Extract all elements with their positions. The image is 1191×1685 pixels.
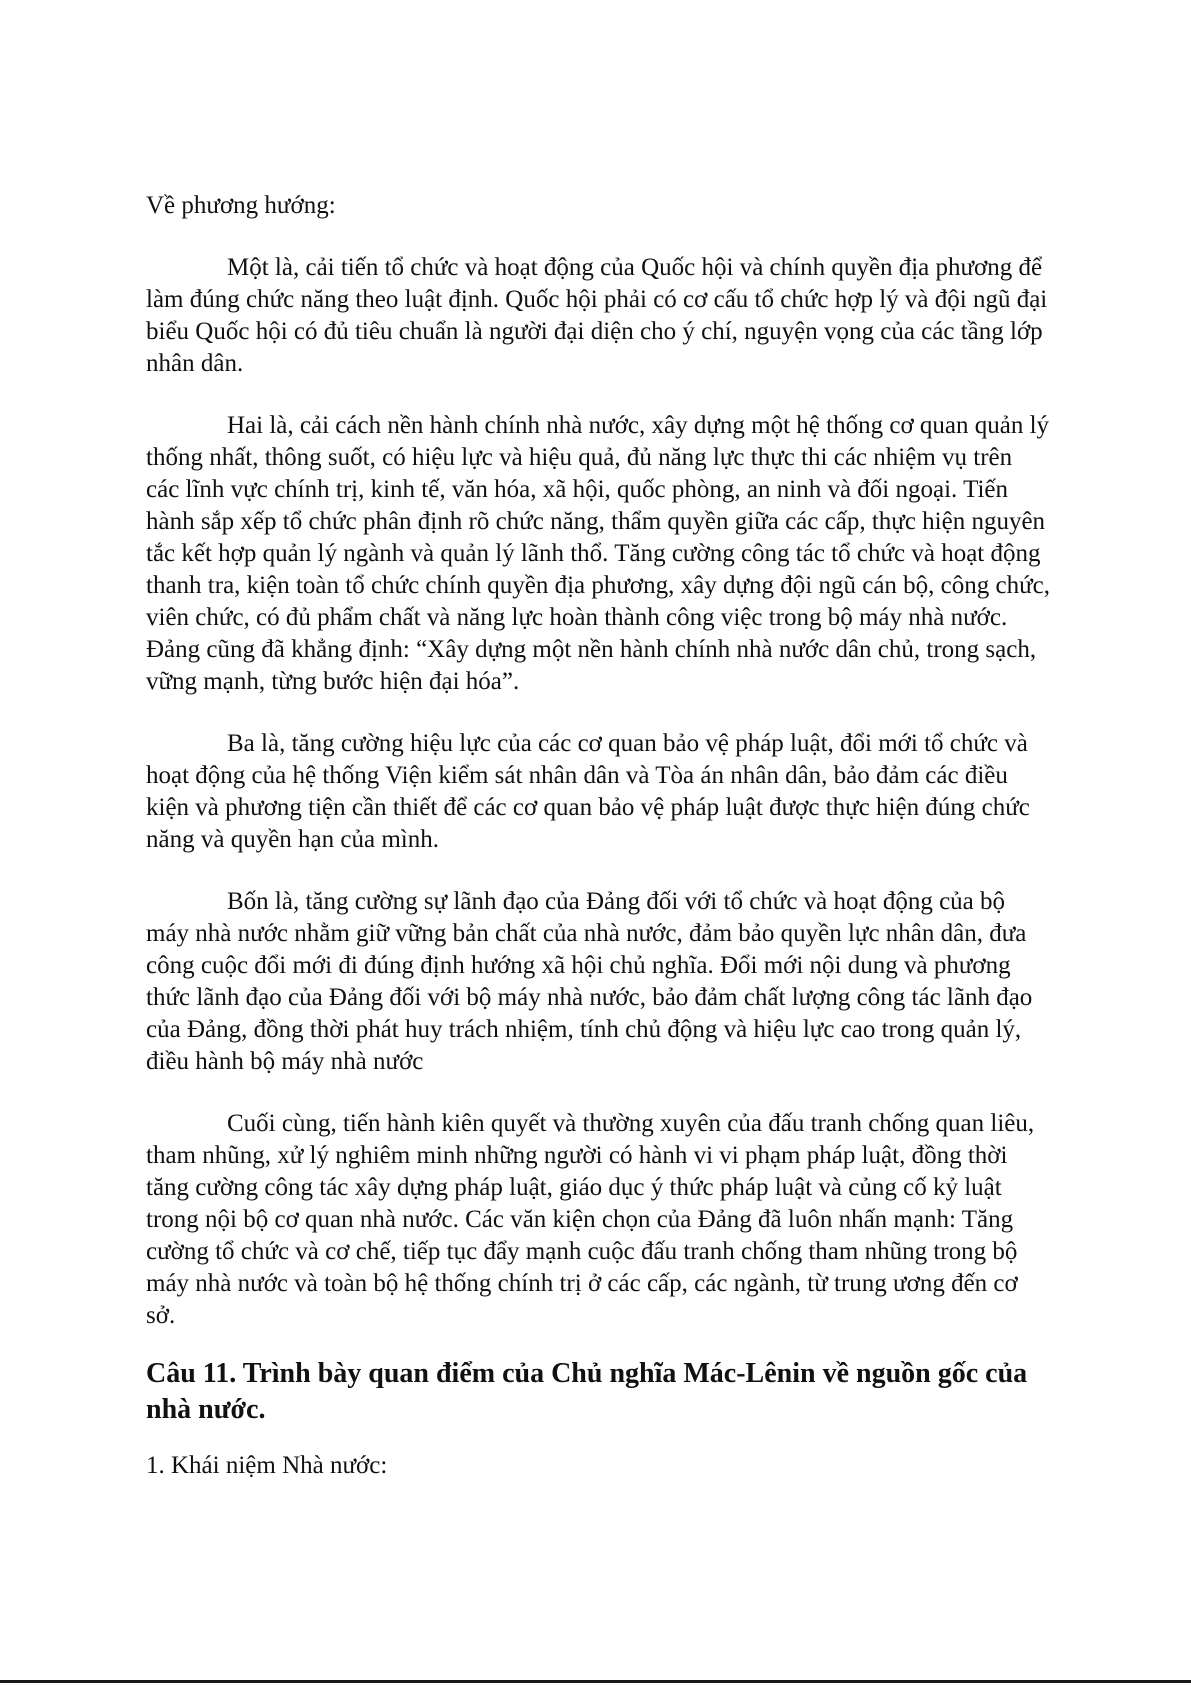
paragraph-two: Hai là, cải cách nền hành chính nhà nước, xây dựng một hệ thống cơ quan quản lý thống nhất, thông suốt, có hiệu lực và hiệu quả, đủ năng lực thực thi các nhiệm vụ trên các lĩnh vực chính trị, kinh tế, văn hóa, xã hội, quốc phòng, an ninh và đối ngoại. Tiến hành sắp xếp tổ chức phân định rõ chức năng, thẩm quyền giữa các cấp, thực hiện nguyên tắc kết hợp quản lý ngành và quản lý lãnh thổ. Tăng cường công tác tổ chức và hoạt động thanh tra, kiện toàn tổ chức chính quyền địa phương, xây dựng đội ngũ cán bộ, công chức, viên chức, có đủ phẩm chất và năng lực hoàn thành công việc trong bộ máy nhà nước. Đảng cũng đã khẳng định: “Xây dựng một nền hành chính nhà nước dân chủ, trong sạch, vững mạnh, từng bước hiện đại hóa”.	[146, 412, 1051, 695]
paragraph-one: Một là, cải tiến tổ chức và hoạt động của Quốc hội và chính quyền địa phương để làm đúng chức năng theo luật định. Quốc hội phải có cơ cấu tổ chức hợp lý và đội ngũ đại biểu Quốc hội có đủ tiêu chuẩn là người đại diện cho ý chí, nguyện vọng của các tầng lớp nhân dân.	[146, 254, 1048, 377]
page-bottom-border	[0, 1680, 1191, 1683]
paragraph-five: Cuối cùng, tiến hành kiên quyết và thường xuyên của đấu tranh chống quan liêu, tham nhũng, xử lý nghiêm minh những người có hành vi vi phạm pháp luật, đồng thời tăng cường công tác xây dựng pháp luật, giáo dục ý thức pháp luật và củng cố kỷ luật trong nội bộ cơ quan nhà nước. Các văn kiện chọn của Đảng đã luôn nhấn mạnh: Tăng cường tổ chức và cơ chế, tiếp tục đẩy mạnh cuộc đấu tranh chống tham nhũng trong bộ máy nhà nước và toàn bộ hệ thống chính trị ở các cấp, các ngành, từ trung ương đến cơ sở.	[146, 1110, 1035, 1329]
state-concept-subheading: 1. Khái niệm Nhà nước:	[146, 1452, 388, 1479]
paragraph-four: Bốn là, tăng cường sự lãnh đạo của Đảng đối với tổ chức và hoạt động của bộ máy nhà nước nhằm giữ vững bản chất của nhà nước, đảm bảo quyền lực nhân dân, đưa công cuộc đổi mới đi đúng định hướng xã hội chủ nghĩa. Đổi mới nội dung và phương thức lãnh đạo của Đảng đối với bộ máy nhà nước, bảo đảm chất lượng công tác lãnh đạo của Đảng, đồng thời phát huy trách nhiệm, tính chủ động và hiệu lực cao trong quản lý, điều hành bộ máy nhà nước	[146, 888, 1033, 1075]
direction-heading: Về phương hướng:	[146, 192, 336, 219]
document-body	[146, 190, 1051, 1482]
paragraph-three: Ba là, tăng cường hiệu lực của các cơ quan bảo vệ pháp luật, đổi mới tổ chức và hoạt động của hệ thống Viện kiểm sát nhân dân và Tòa án nhân dân, bảo đảm các điều kiện và phương tiện cần thiết để các cơ quan bảo vệ pháp luật được thực hiện đúng chức năng và quyền hạn của mình.	[146, 730, 1030, 853]
question-title: Câu 11. Trình bày quan điểm của Chủ nghĩa Mác-Lênin về nguồn gốc của nhà nước.	[146, 1358, 1028, 1425]
